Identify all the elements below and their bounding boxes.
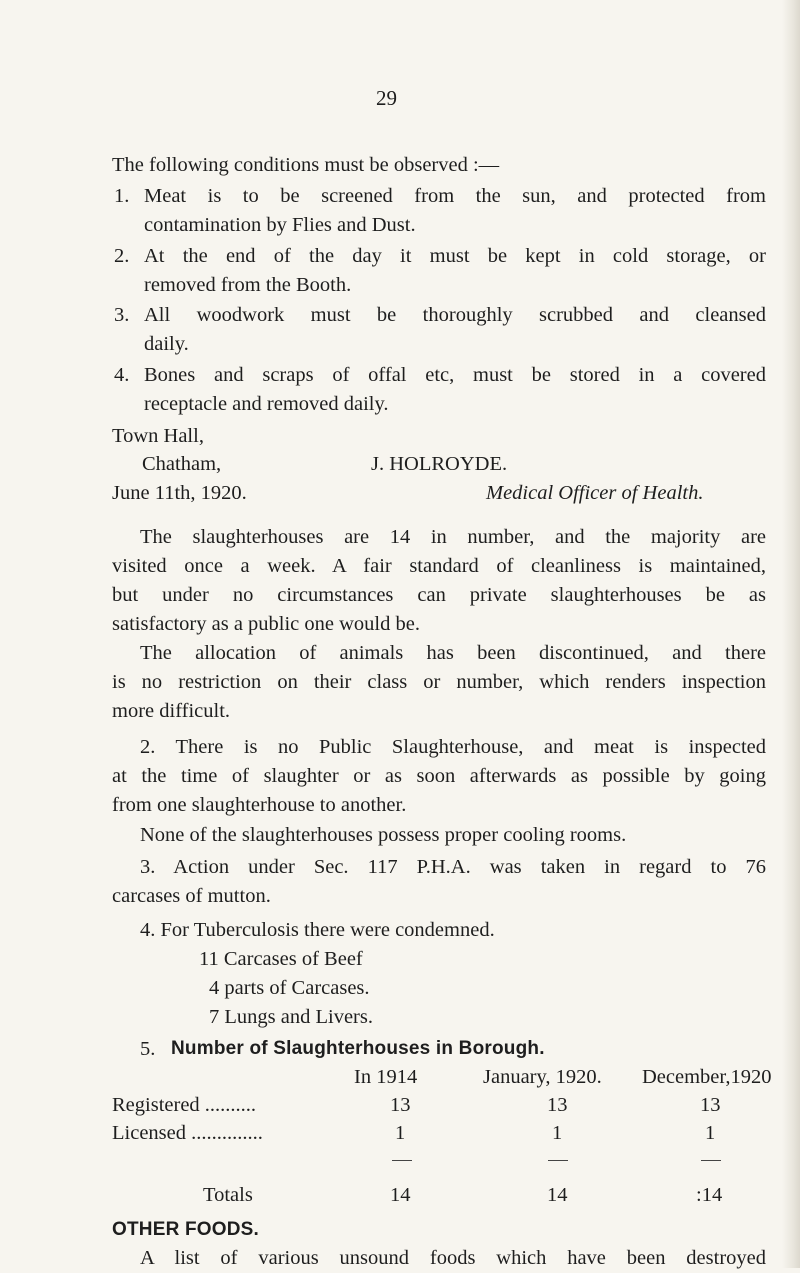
tb-item: 11 Carcases of Beef (199, 948, 363, 970)
page-edge-shadow (782, 0, 800, 1268)
page-number: 29 (376, 86, 397, 110)
total-rule (548, 1160, 568, 1161)
condition-text: All woodwork must be thoroughly scrubbed and cleansed (144, 304, 766, 326)
condition-text: removed from the Booth. (144, 274, 352, 296)
tb-item: 4 parts of Carcases. (209, 977, 370, 999)
condition-text: Bones and scraps of offal etc, must be stored in a covered (144, 364, 766, 386)
condition-number: 2. (114, 245, 130, 267)
section-heading: OTHER FOODS. (112, 1219, 260, 1240)
table-cell: 1 (705, 1122, 716, 1144)
body-line: is no restriction on their class or number, which renders inspection (112, 671, 766, 693)
totals-cell: 14 (547, 1184, 568, 1206)
condition-text: contamination by Flies and Dust. (144, 214, 416, 236)
signature-title: Medical Officer of Health. (486, 482, 704, 504)
body-line: The slaughterhouses are 14 in number, and the majority are (140, 526, 766, 548)
body-line: visited once a week. A fair standard of cleanliness is maintained, (112, 555, 766, 577)
conditions-intro: The following conditions must be observed :— (112, 154, 500, 176)
totals-cell: :14 (696, 1184, 723, 1206)
condition-number: 1. (114, 185, 130, 207)
body-line: carcases of mutton. (112, 885, 271, 907)
signature-place: Town Hall, (112, 425, 204, 447)
condition-number: 4. (114, 364, 130, 386)
total-rule (392, 1160, 412, 1161)
body-line: 3. Action under Sec. 117 P.H.A. was taken in regard to 76 (140, 856, 766, 878)
table-row-label: Licensed .............. (112, 1122, 263, 1144)
table-cell: 13 (547, 1094, 568, 1116)
table-cell: 1 (395, 1122, 406, 1144)
body-line: A list of various unsound foods which have been destroyed (140, 1247, 766, 1269)
table-cell: 13 (700, 1094, 721, 1116)
body-line: satisfactory as a public one would be. (112, 613, 420, 635)
body-line: 2. There is no Public Slaughterhouse, and meat is inspected (140, 736, 766, 758)
body-line: 4. For Tuberculosis there were condemned. (140, 919, 495, 941)
totals-cell: 14 (390, 1184, 411, 1206)
condition-text: receptacle and removed daily. (144, 393, 389, 415)
table-column-header: In 1914 (354, 1066, 418, 1088)
table-heading-number: 5. (140, 1038, 156, 1060)
condition-number: 3. (114, 304, 130, 326)
total-rule (701, 1160, 721, 1161)
body-line: The allocation of animals has been discontinued, and there (140, 642, 766, 664)
table-heading: Number of Slaughterhouses in Borough. (171, 1038, 545, 1059)
totals-label: Totals (203, 1184, 253, 1206)
tb-item: 7 Lungs and Livers. (209, 1006, 373, 1028)
table-cell: 13 (390, 1094, 411, 1116)
body-line: at the time of slaughter or as soon afterwards as possible by going (112, 765, 766, 787)
condition-text: daily. (144, 333, 189, 355)
signature-name: J. HOLROYDE. (371, 453, 508, 475)
signature-date: June 11th, 1920. (112, 482, 247, 504)
table-cell: 1 (552, 1122, 563, 1144)
body-line: None of the slaughterhouses possess proper cooling rooms. (140, 824, 627, 846)
body-line: from one slaughterhouse to another. (112, 794, 407, 816)
body-line: but under no circumstances can private slaughterhouses be as (112, 584, 766, 606)
condition-text: Meat is to be screened from the sun, and protected from (144, 185, 766, 207)
signature-place: Chatham, (142, 453, 222, 475)
table-column-header: December,1920 (642, 1066, 772, 1088)
body-line: more difficult. (112, 700, 231, 722)
condition-text: At the end of the day it must be kept in cold storage, or (144, 245, 766, 267)
table-row-label: Registered .......... (112, 1094, 257, 1116)
table-column-header: January, 1920. (483, 1066, 602, 1088)
